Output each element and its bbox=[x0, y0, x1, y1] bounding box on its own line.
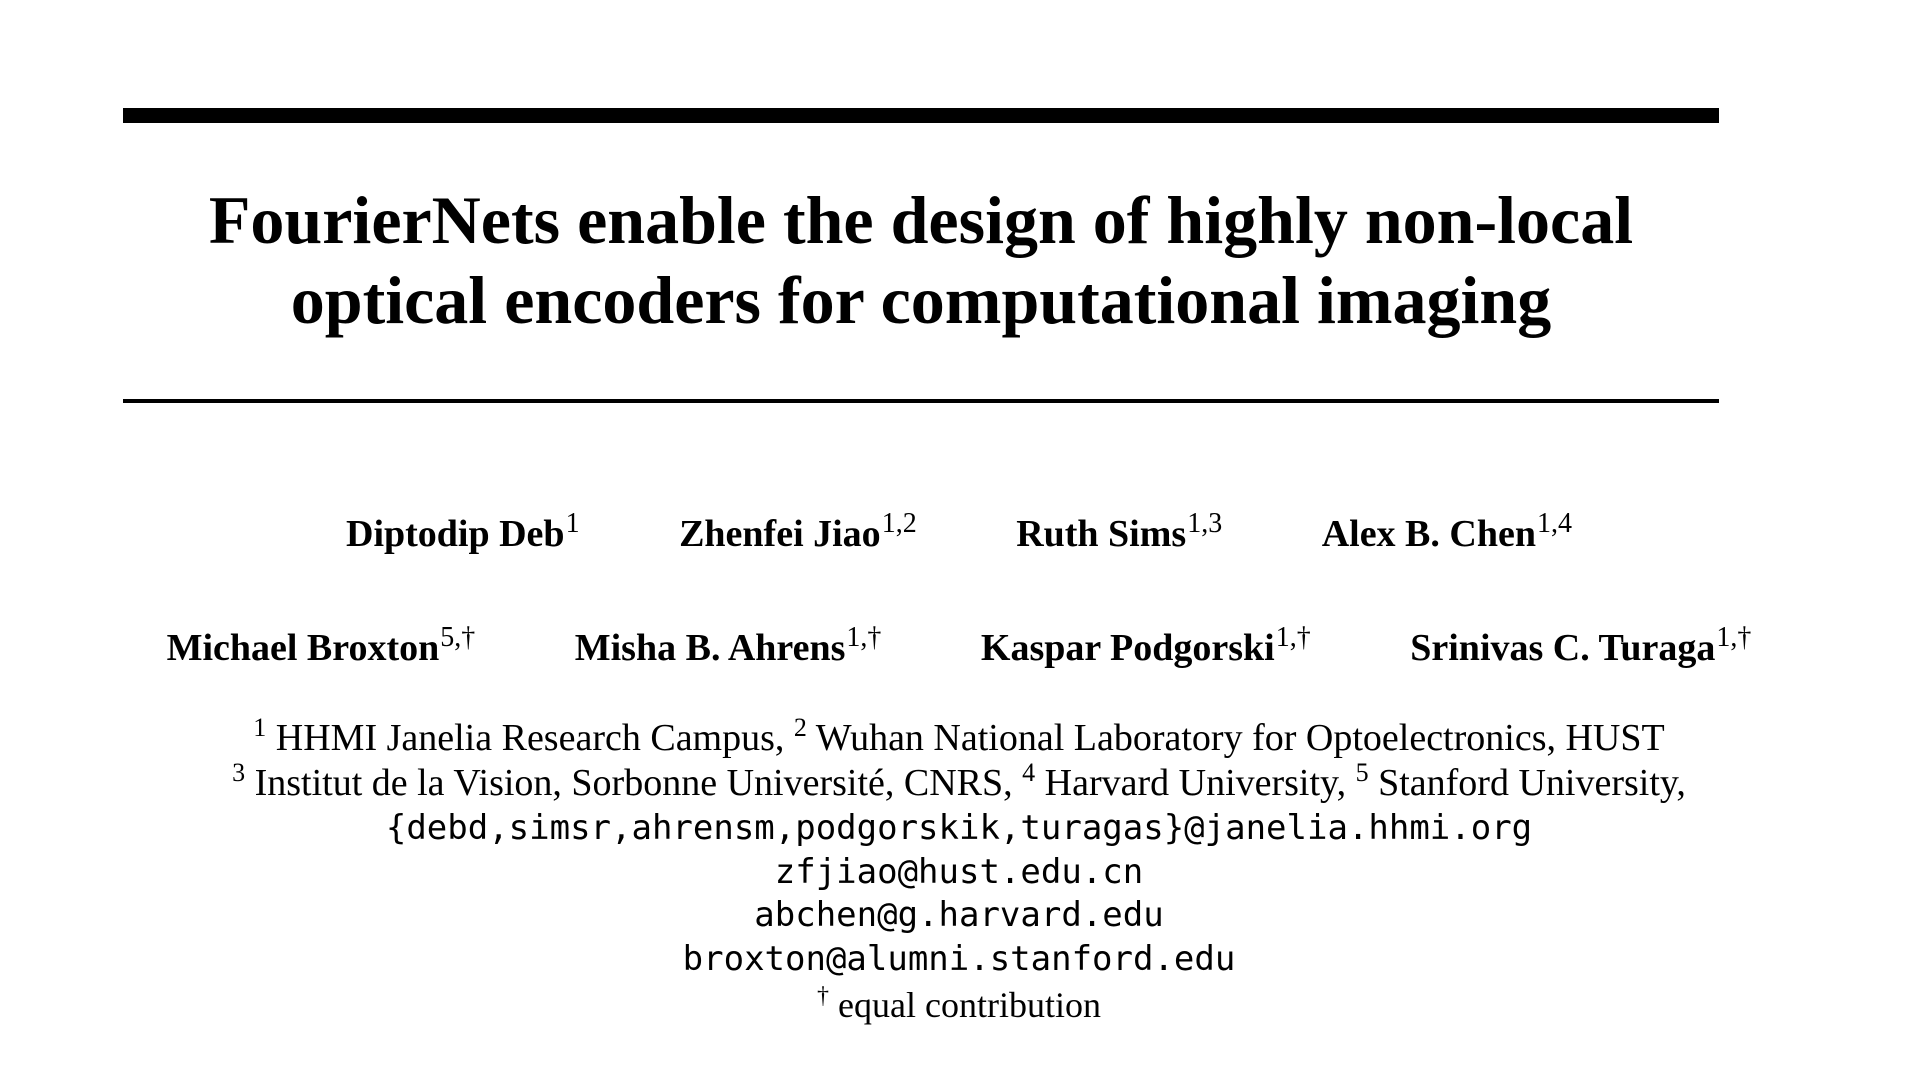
affiliation: Wuhan National Laboratory for Optoelectronics, HUST bbox=[806, 717, 1665, 759]
email-stanford: broxton@alumni.stanford.edu bbox=[682, 939, 1236, 979]
affiliations-line-1 bbox=[0, 713, 1918, 760]
top-rule bbox=[123, 108, 1719, 123]
email-hust: zfjiao@hust.edu.cn bbox=[774, 852, 1144, 892]
author-name: Kaspar Podgorski bbox=[980, 627, 1275, 669]
author-name: Ruth Sims bbox=[1016, 513, 1187, 555]
affiliations-line-2 bbox=[0, 758, 1918, 805]
author-affil-mark: 1,4 bbox=[1536, 508, 1572, 539]
affiliation: Stanford University, bbox=[1368, 762, 1686, 804]
author bbox=[679, 508, 917, 556]
title-line-1: FourierNets enable the design of highly non-local bbox=[208, 182, 1634, 258]
author bbox=[980, 622, 1311, 670]
author bbox=[166, 622, 476, 670]
title-bottom-rule bbox=[123, 399, 1719, 403]
paper-title bbox=[123, 180, 1719, 340]
author-name: Zhenfei Jiao bbox=[679, 513, 881, 555]
author-affil-mark: 1,2 bbox=[881, 508, 917, 539]
author-name: Michael Broxton bbox=[166, 627, 440, 669]
author-affil-mark: 1,† bbox=[1275, 622, 1311, 653]
affiliation: HHMI Janelia Research Campus, bbox=[266, 717, 794, 759]
affil-mark: 3 bbox=[232, 758, 246, 787]
author-name: Alex B. Chen bbox=[1321, 513, 1536, 555]
author-name: Srinivas C. Turaga bbox=[1410, 627, 1716, 669]
author-name: Diptodip Deb bbox=[346, 513, 565, 555]
authors-row-1 bbox=[0, 508, 1918, 556]
author-affil-mark: 1 bbox=[565, 508, 580, 539]
author-affil-mark: 1,† bbox=[846, 622, 882, 653]
footnote-text: equal contribution bbox=[829, 985, 1101, 1025]
email-harvard: abchen@g.harvard.edu bbox=[754, 895, 1164, 935]
affil-mark: 5 bbox=[1355, 758, 1369, 787]
author bbox=[1410, 622, 1752, 670]
author-affil-mark: 1,† bbox=[1716, 622, 1752, 653]
author bbox=[574, 622, 882, 670]
author bbox=[346, 508, 580, 556]
author-name: Misha B. Ahrens bbox=[574, 627, 846, 669]
email-janelia: {debd,simsr,ahrensm,podgorskik,turagas}@janelia.hhmi.org bbox=[385, 808, 1533, 848]
dagger-mark: † bbox=[817, 983, 830, 1009]
authors-row-2 bbox=[0, 622, 1918, 670]
equal-contribution-note bbox=[0, 983, 1918, 1027]
author bbox=[1321, 508, 1572, 556]
affiliation: Harvard University, bbox=[1035, 762, 1356, 804]
author bbox=[1016, 508, 1223, 556]
affiliation: Institut de la Vision, Sorbonne Université, CNRS, bbox=[245, 762, 1023, 804]
affil-mark: 2 bbox=[793, 713, 807, 742]
affil-mark: 1 bbox=[253, 713, 267, 742]
author-affil-mark: 1,3 bbox=[1187, 508, 1223, 539]
title-line-2: optical encoders for computational imaging bbox=[290, 262, 1552, 338]
author-affil-mark: 5,† bbox=[440, 622, 476, 653]
affil-mark: 4 bbox=[1022, 758, 1036, 787]
